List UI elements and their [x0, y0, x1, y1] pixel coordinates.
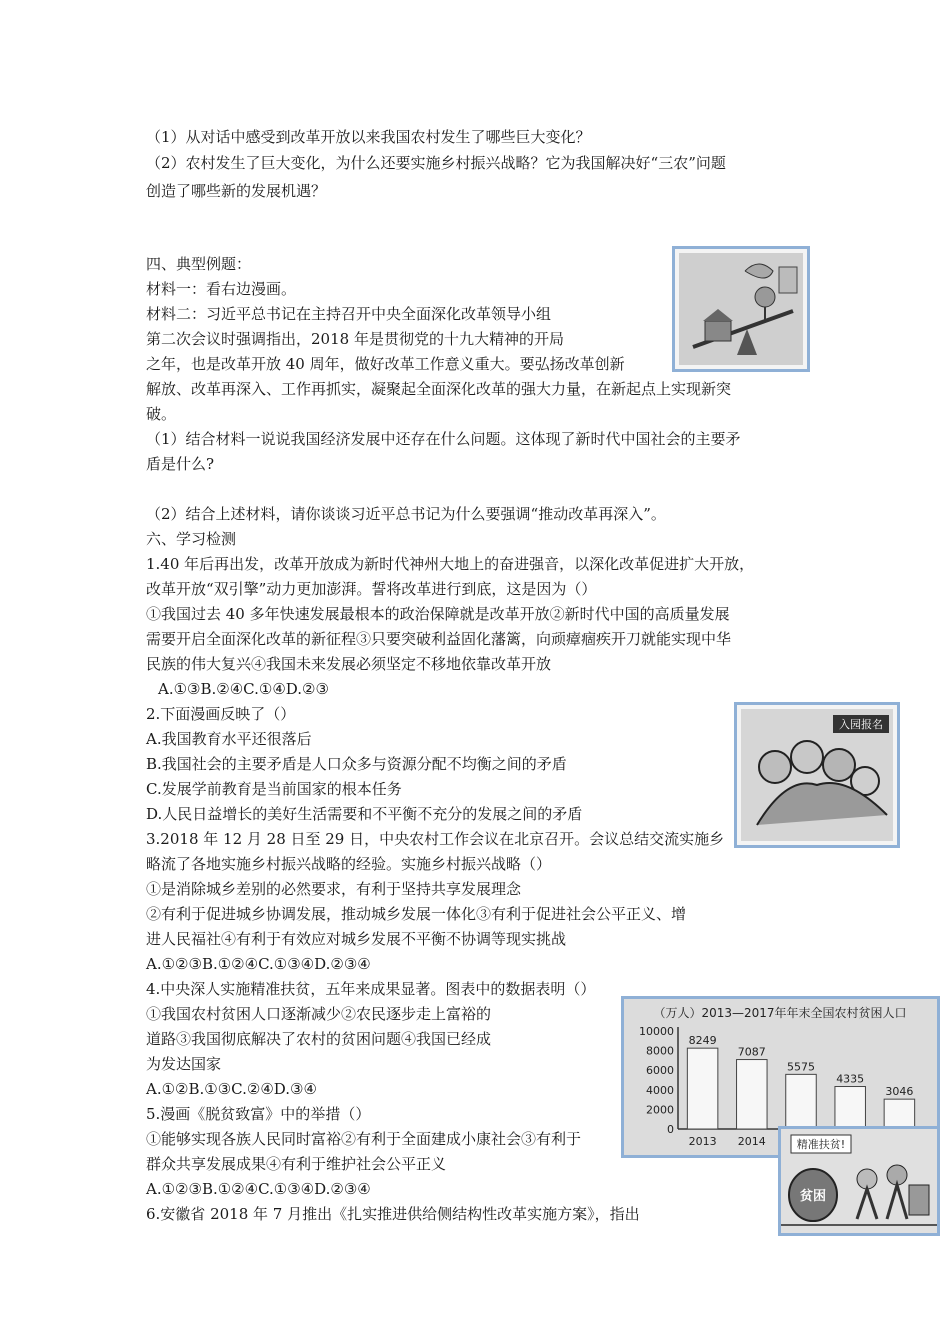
- test-line: 需要开启全面深化改革的新征程③只要突破利益固化藩篱，向顽瘴痼疾开刀就能实现中华: [146, 630, 732, 648]
- y-tick-label: 10000: [639, 1025, 674, 1038]
- poverty-cartoon-figure: [778, 1126, 940, 1236]
- data-label: 4335: [836, 1072, 865, 1086]
- example-question: 盾是什么?: [146, 455, 215, 473]
- bar: [884, 1099, 915, 1129]
- test-line: 略流了各地实施乡村振兴战略的经验。实施乡村振兴战略（）: [146, 855, 552, 873]
- test-line: ①是消除城乡差别的必然要求，有利于坚持共享发展理念: [146, 880, 522, 898]
- test-option: D.人民日益增长的美好生活需要和不平衡不充分的发展之间的矛盾: [146, 805, 583, 823]
- answer-options: A.①③B.②④C.①④D.②③: [158, 680, 329, 698]
- data-label: 7087: [737, 1045, 766, 1059]
- y-tick-label: 6000: [646, 1064, 674, 1078]
- answer-options: A.①②③B.①②④C.①③④D.②③④: [146, 955, 371, 973]
- data-label: 8249: [688, 1034, 717, 1048]
- example-question: （1）结合材料一说说我国经济发展中还存在什么问题。这体现了新时代中国社会的主要矛: [146, 430, 741, 448]
- test-line: 为发达国家: [146, 1055, 222, 1073]
- x-tick-label: 2013: [688, 1135, 717, 1148]
- y-tick-label: 0: [667, 1123, 674, 1136]
- material-line: 第二次会议时强调指出，2018 年是贯彻党的十九大精神的开局: [146, 330, 564, 348]
- test-line: 群众共享发展成果④有利于维护社会公平正义: [146, 1155, 447, 1173]
- test-line: 进人民福社④有利于有效应对城乡发展不平衡不协调等现实挑战: [146, 930, 567, 948]
- test-line: 4.中央深人实施精准扶贫，五年来成果显著。图表中的数据表明（）: [146, 980, 596, 998]
- reform-cartoon-illustration: [675, 249, 807, 369]
- question-line: （1）从对话中感受到改革开放以来我国农村发生了哪些巨大变化？: [146, 128, 591, 146]
- test-line: ①我国过去 40 多年快速发展最根本的政治保障就是改革开放②新时代中国的高质量发展: [146, 605, 730, 623]
- data-label: 3046: [885, 1085, 914, 1099]
- test-line: 5.漫画《脱贫致富》中的举措（）: [146, 1105, 371, 1123]
- x-tick-label: 2014: [737, 1135, 766, 1148]
- answer-options: A.①②B.①③C.②④D.③④: [146, 1080, 317, 1098]
- material-line: 破。: [146, 405, 177, 423]
- test-line: 6.安徽省 2018 年 7 月推出《扎实推进供给侧结构性改革实施方案》，指出: [146, 1205, 640, 1223]
- material-line: 材料二：习近平总书记在主持召开中央全面深化改革领导小组: [146, 305, 552, 323]
- kindergarten-cartoon-figure: [734, 702, 900, 848]
- section-heading: 六、学习检测: [146, 530, 237, 548]
- test-line: 民族的伟大复兴④我国未来发展必须坚定不移地依靠改革开放: [146, 655, 552, 673]
- kindergarten-cartoon-illustration: [737, 705, 897, 845]
- cartoon-caption: 精准扶贫!: [796, 1138, 846, 1151]
- test-line: ①能够实现各族人民同时富裕②有利于全面建成小康社会③有利于: [146, 1130, 582, 1148]
- test-line: 3.2018 年 12 月 28 日至 29 日，中央农村工作会议在北京召开。会议总结交流实施乡: [146, 830, 725, 848]
- test-line: ②有利于促进城乡协调发展，推动城乡发展一体化③有利于促进社会公平正义、增: [146, 905, 687, 923]
- material-line: 材料一：看右边漫画。: [146, 280, 297, 298]
- bar: [737, 1060, 768, 1129]
- bar: [786, 1074, 817, 1129]
- data-label: 5575: [787, 1060, 815, 1074]
- material-line: 解放、改革再深入、工作再抓实，凝聚起全面深化改革的强大力量，在新起点上实现新突: [146, 380, 732, 398]
- y-tick-label: 4000: [646, 1083, 674, 1097]
- reform-cartoon-figure: [672, 246, 810, 372]
- poverty-cartoon-illustration: [781, 1129, 937, 1233]
- cartoon-caption: 入园报名: [839, 718, 883, 731]
- y-tick-label: 8000: [646, 1044, 674, 1058]
- test-line: 2.下面漫画反映了（）: [146, 705, 296, 723]
- bar: [687, 1048, 718, 1129]
- answer-options: A.①②③B.①②④C.①③④D.②③④: [146, 1180, 371, 1198]
- test-line: ①我国农村贫困人口逐渐减少②农民逐步走上富裕的: [146, 1005, 492, 1023]
- bar: [835, 1087, 866, 1129]
- material-line: 之年，也是改革开放 40 周年，做好改革工作意义重大。要弘扬改革创新: [146, 355, 625, 373]
- test-line: 1.40 年后再出发，改革开放成为新时代神州大地上的奋进强音，以深化改革促进扩大开放，: [146, 555, 755, 573]
- question-line: 创造了哪些新的发展机遇？: [146, 182, 327, 200]
- test-option: A.我国教育水平还很落后: [146, 730, 312, 748]
- example-question: （2）结合上述材料，请你谈谈习近平总书记为什么要强调“推动改革再深入”。: [146, 505, 666, 523]
- chart-title: （万人）2013—2017年年末全国农村贫困人口: [653, 1006, 907, 1020]
- question-line: （2）农村发生了巨大变化，为什么还要实施乡村振兴战略？它为我国解决好“三农”问题: [146, 154, 726, 172]
- test-option: B.我国社会的主要矛盾是人口众多与资源分配不均衡之间的矛盾: [146, 755, 567, 773]
- cartoon-label: 贫困: [799, 1189, 827, 1204]
- test-line: 改革开放“双引擎”动力更加澎湃。誓将改革进行到底，这是因为（）: [146, 580, 597, 598]
- test-option: C.发展学前教育是当前国家的根本任务: [146, 780, 402, 798]
- test-line: 道路③我国彻底解决了农村的贫困问题④我国已经成: [146, 1030, 492, 1048]
- y-tick-label: 2000: [646, 1103, 674, 1117]
- section-heading: 四、典型例题：: [146, 255, 252, 273]
